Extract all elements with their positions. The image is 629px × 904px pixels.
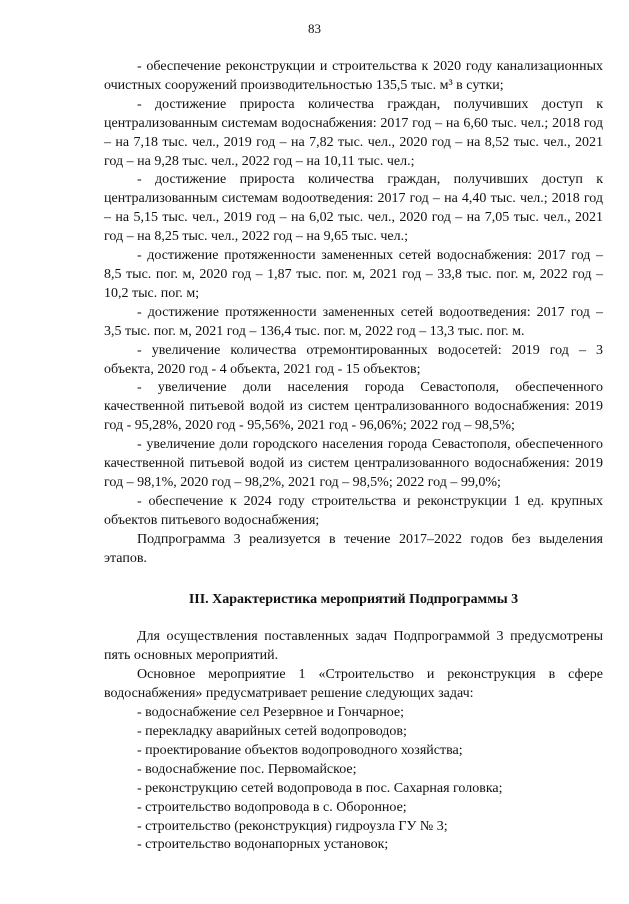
list-item: - водоснабжение сел Резервное и Гончарное; (137, 705, 405, 721)
list-item: - строительство водонапорных установок; (137, 837, 389, 853)
section-heading: III. Характеристика мероприятий Подпрограммы 3 (188, 592, 519, 608)
document-body (104, 58, 603, 855)
task-list (104, 704, 603, 855)
page-number: 83 (308, 21, 321, 36)
paragraph-water-supply-access: - достижение прироста количества граждан, получивших доступ к централизованным системам водоснабжения: 2017 год – на 6,60 тыс. чел.; 2018 год – на 7,18 тыс. чел., 2019 год – на 7,82 тыс. чел., 2020 год – на 8,52 тыс. чел., 2021 год – на 9,28 тыс. чел., 2022 год – на 10,11 тыс. чел.; (104, 96, 603, 169)
list-item: - реконструкцию сетей водопровода в пос. Сахарная головка; (137, 780, 503, 796)
paragraph-repaired-networks: - увеличение количества отремонтированных водосетей: 2019 год – 3 объекта, 2020 год - 4 объекта, 2021 год - 15 объектов; (104, 342, 603, 377)
paragraph-population-share: - увеличение доли населения города Севастополя, обеспеченного качественной питьевой водой из систем централизованного водоснабжения: 2019 год - 95,28%, 2020 год - 95,56%, 2021 год - 96,06%; 2022 год – 98,5%; (104, 380, 603, 434)
list-item: - строительство (реконструкция) гидроузла ГУ № 3; (137, 818, 448, 834)
list-item: - перекладку аварийных сетей водопроводов; (137, 724, 407, 739)
paragraph-sewer-network-replacement: - достижение протяженности замененных сетей водоотведения: 2017 год – 3,5 тыс. пог. м, 2021 год – 136,4 тыс. пог. м, 2022 год – 13,3 тыс. пог. м. (104, 304, 603, 339)
paragraph-sewerage-access: - достижение прироста количества граждан, получивших доступ к централизованным системам водоотведения: 2017 год – на 4,40 тыс. чел.; 2018 год – на 5,15 тыс. чел., 2019 год – на 6,02 тыс. чел., 2020 год – на 7,05 тыс. чел., 2021 год – на 8,25 тыс. чел., 2022 год – на 9,65 тыс. чел.; (104, 172, 603, 245)
paragraph-wastewater-plants: - обеспечение реконструкции и строительства к 2020 году канализационных очистных сооружений производительностью 135,5 тыс. м³ в сутки; (104, 59, 603, 93)
paragraph-urban-population-share: - увеличение доли городского населения города Севастополя, обеспеченного качественной питьевой водой из систем централизованного водоснабжения: 2019 год – 98,1%, 2020 год – 98,2%, 2021 год – 98,5%; 2022 год – 99,0%; (104, 437, 603, 490)
paragraph-large-facilities: - обеспечение к 2024 году строительства и реконструкции 1 ед. крупных объектов питьевого водоснабжения; (104, 493, 603, 528)
paragraph-water-network-replacement: - достижение протяженности замененных сетей водоснабжения: 2017 год – 8,5 тыс. пог. м, 2020 год – 1,87 тыс. пог. м, 2021 год – 33,8 тыс. пог. м, 2022 год – 10,2 тыс. пог. м; (104, 248, 603, 301)
paragraph-main-activities: Для осуществления поставленных задач Подпрограммой 3 предусмотрены пять основных мероприятий. (104, 629, 603, 664)
list-item: - строительство водопровода в с. Оборонное; (137, 799, 407, 815)
paragraph-implementation-period: Подпрограмма 3 реализуется в течение 2017–2022 годов без выделения этапов. (104, 531, 603, 566)
list-item: - водоснабжение пос. Первомайское; (137, 761, 357, 777)
list-item: - проектирование объектов водопроводного хозяйства; (137, 742, 463, 758)
paragraph-activity-1: Основное мероприятие 1 «Строительство и реконструкция в сфере водоснабжения» предусматривает решение следующих задач: (104, 667, 603, 702)
